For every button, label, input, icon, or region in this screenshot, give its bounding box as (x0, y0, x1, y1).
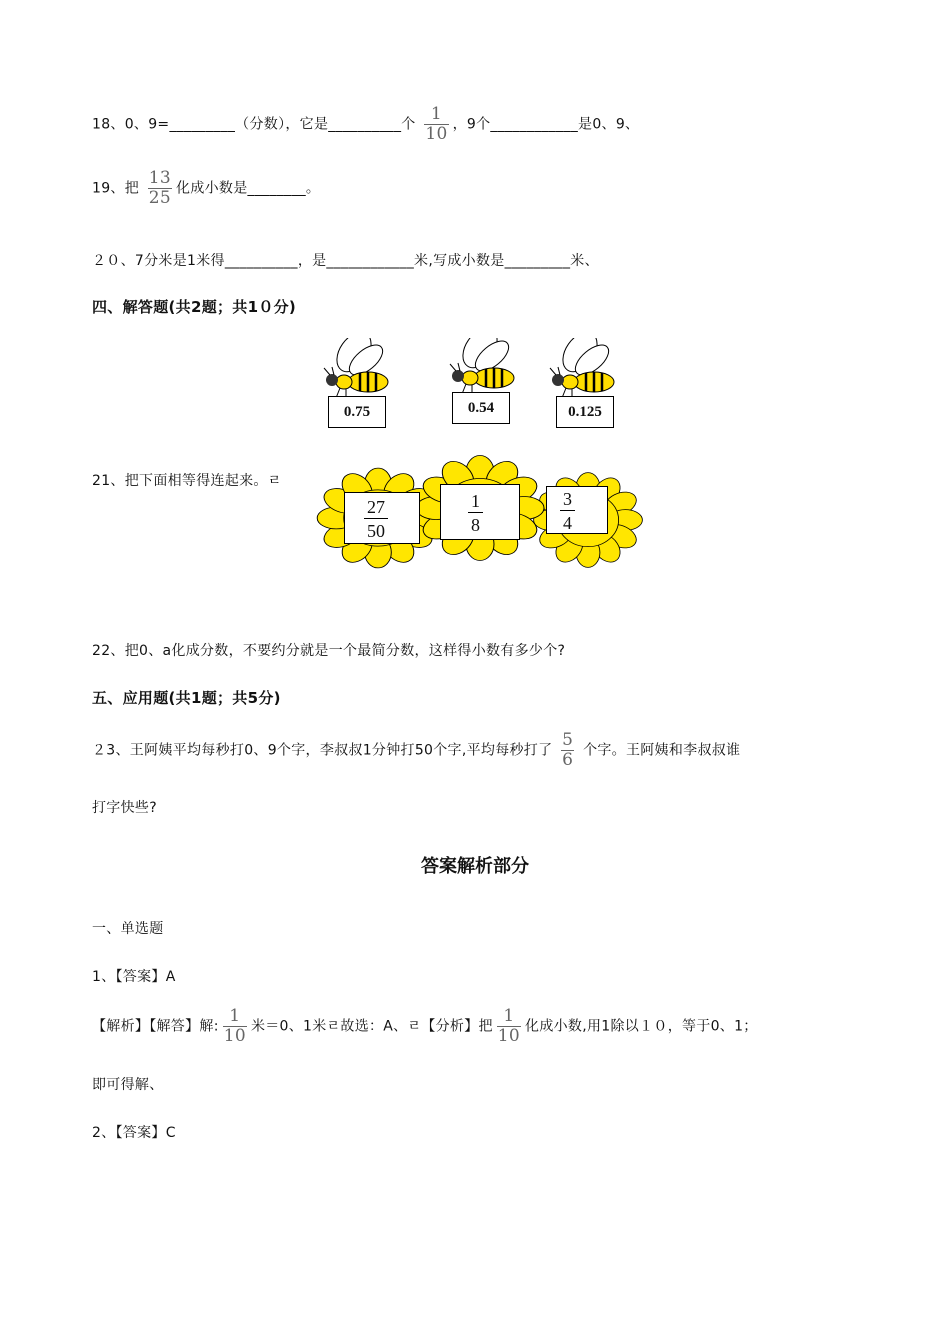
answers-title: 答案解析部分 (421, 856, 529, 877)
q18-text-1: 18、0、9= (92, 116, 170, 133)
q18-text-4: ，9个 (452, 116, 491, 133)
q18-text-2: （分数），它是 (235, 116, 329, 133)
q19-text-3: 。 (305, 180, 321, 197)
q23-text-1: ２3、王阿姨平均每秒打0、9个字，李叔叔1分钟打50个字,平均每秒打了 (92, 742, 553, 759)
flower-card-3 (546, 486, 608, 534)
question-19 (92, 170, 320, 207)
analysis-1-text-3: 化成小数,用1除以１０，等于0、1； (525, 1018, 758, 1035)
section-5-heading: 五、应用题(共1题；共5分) (92, 689, 281, 707)
q19-text-1: 19、把 (92, 180, 140, 197)
analysis-1-text-1: 【解析】【解答】解: (92, 1018, 219, 1035)
q18-blank-1: _________ (169, 116, 236, 133)
bees-figure (300, 338, 630, 438)
question-21: 21、把下面相等得连起来。ﾩ (92, 473, 282, 489)
question-23 (92, 732, 740, 769)
q18-text-5: 是0、9、 (578, 116, 640, 133)
q19-fraction: $\frac{13}{25}$ (148, 168, 172, 208)
flowers-figure (310, 448, 650, 578)
analysis-1-text-2: 米＝0、1米ﾩ故选：A、ﾩ【分析】把 (250, 1018, 493, 1035)
question-22: 22、把0、a化成分数，不要约分就是一个最简分数，这样得小数有多少个? (92, 643, 566, 659)
q23-text-2: 个字。王阿姨和李叔叔谁 (583, 742, 741, 759)
q18-blank-2: __________ (328, 116, 402, 133)
bee-card-1: 0.75 (328, 396, 386, 428)
answers-section-1: 一、单选题 (92, 921, 164, 937)
question-18 (92, 106, 639, 143)
q19-blank-1: ________ (247, 180, 306, 197)
analysis-1-line-2: 即可得解、 (92, 1077, 164, 1093)
q18-text-3: 个 (401, 116, 416, 133)
q19-text-2: 化成小数是 (176, 180, 248, 197)
analysis-1 (92, 1008, 758, 1045)
question-20: ２０、7分米是1米得__________，是____________米,写成小数是_________米、 (92, 253, 599, 269)
bee-card-2: 0.54 (452, 392, 510, 424)
section-4-heading: 四、解答题(共2题；共1０分) (92, 298, 297, 316)
flower-fraction-1: 27 50 (364, 498, 388, 540)
flower-fraction-2: 1 8 (468, 492, 483, 534)
analysis-1-fraction-2: $\frac{1}{10}$ (497, 1006, 521, 1046)
q18-fraction: $\frac{1}{10}$ (425, 104, 448, 144)
answer-1: 1、【答案】A (92, 969, 176, 985)
bee-card-3: 0.125 (556, 396, 614, 428)
question-23-line-2: 打字快些? (92, 800, 157, 816)
flower-fraction-3: 3 4 (560, 490, 575, 532)
q18-blank-3: ____________ (490, 116, 579, 133)
answer-2: 2、【答案】C (92, 1125, 176, 1141)
q23-fraction: $\frac{5}{6}$ (562, 730, 574, 770)
analysis-1-fraction-1: $\frac{1}{10}$ (223, 1006, 246, 1046)
